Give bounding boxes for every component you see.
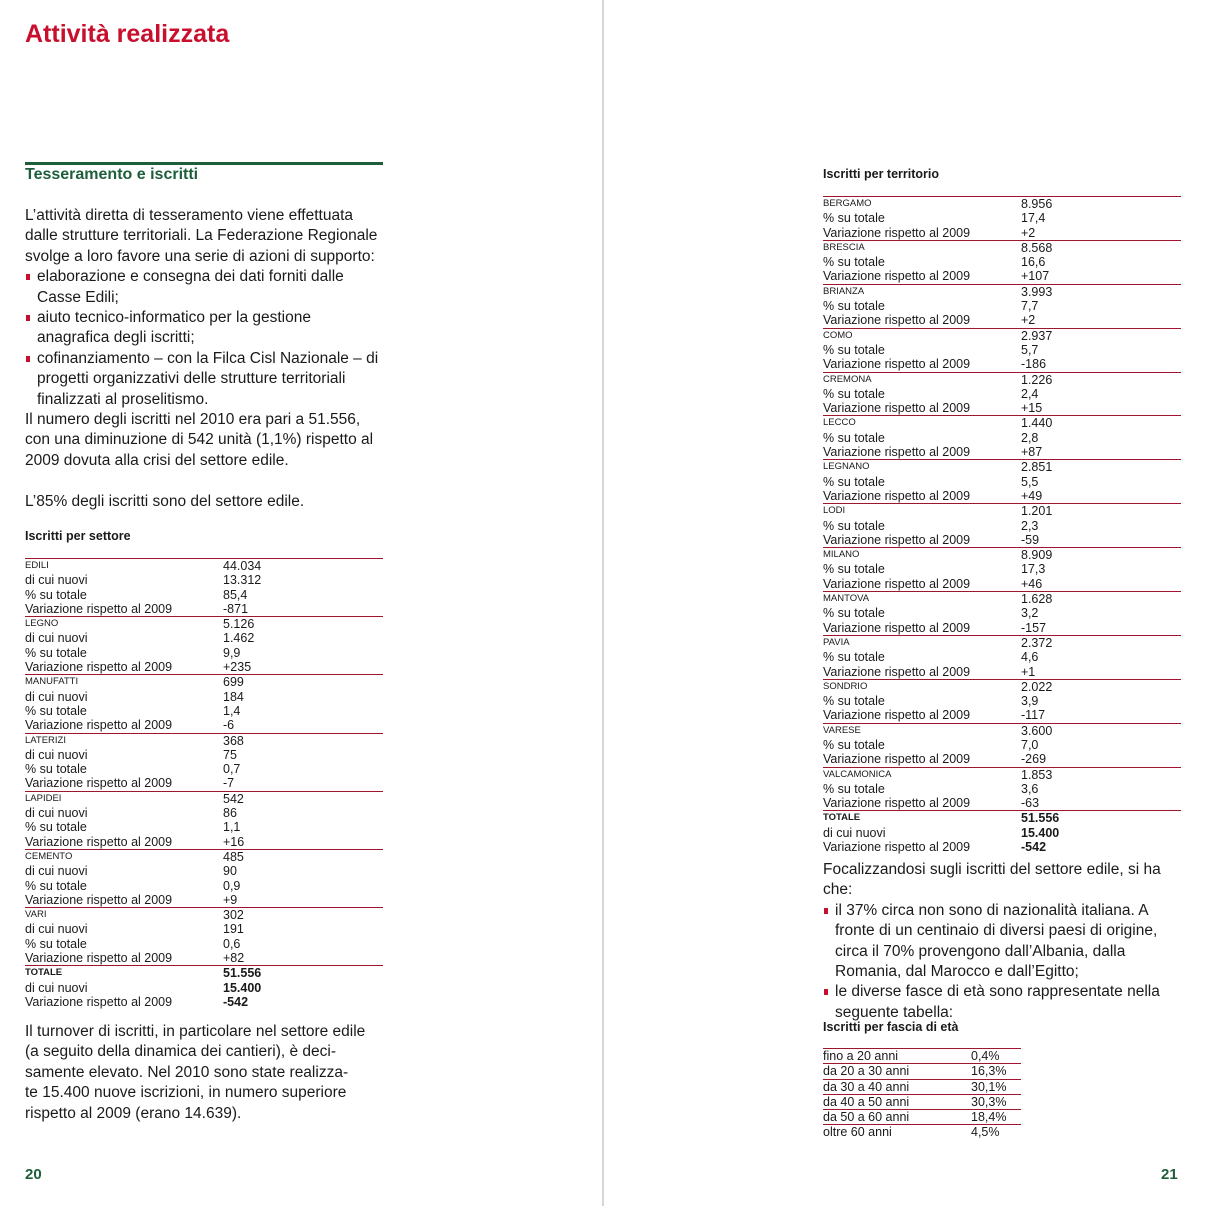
territorio-pct-row (823, 650, 1181, 664)
territorio-var-row-value: +2 (1021, 313, 1036, 328)
territorio-totale-row-label: TOTALE (823, 812, 861, 824)
settore-var-row-label: Variazione rispetto al 2009 (25, 718, 173, 733)
territorio-name-row-value: 2.022 (1021, 679, 1053, 694)
territorio-var-row-label: Variazione rispetto al 2009 (823, 357, 971, 372)
territorio-pct-row-label: % su totale (823, 562, 885, 577)
settore-var-row (25, 835, 383, 850)
territorio-name-row-value: 3.600 (1021, 723, 1053, 738)
territorio-pct-row-value: 7,0 (1021, 737, 1039, 752)
focus-intro: Focalizzandosi sugli iscritti del settore edile, si ha che: (823, 861, 1161, 899)
territorio-var-row (823, 577, 1181, 592)
eta-row-label: da 40 a 50 anni (823, 1094, 910, 1109)
territorio-pct-row (823, 606, 1181, 620)
settore-nuovi-row (25, 573, 383, 587)
settore-name-row (25, 559, 383, 573)
turnover-line: te 15.400 nuove iscrizioni, in numero superiore (25, 1084, 347, 1102)
settore-pct-row-label: % su totale (25, 820, 87, 835)
settore-nuovi-row-label: di cui nuovi (25, 573, 88, 588)
settore-var-row-label: Variazione rispetto al 2009 (25, 660, 173, 675)
territorio-pct-row-value: 17,3 (1021, 562, 1046, 577)
settore-name-row-label: LEGNO (25, 618, 59, 630)
settore-table (25, 558, 383, 1009)
territorio-name-row-value: 8.909 (1021, 548, 1053, 563)
settore-pct-row (25, 762, 383, 776)
territorio-var-row (823, 533, 1181, 548)
settore-var-row (25, 951, 383, 966)
settore-var-row (25, 660, 383, 675)
settore-pct-row-label: % su totale (25, 936, 87, 951)
territorio-totale-row-value: 51.556 (1021, 811, 1060, 826)
territorio-pct-row-label: % su totale (823, 781, 885, 796)
eta-row-label: fino a 20 anni (823, 1049, 899, 1063)
territorio-pct-row (823, 782, 1181, 796)
territorio-name-row-label: PAVIA (823, 636, 850, 648)
territorio-pct-row-value: 2,4 (1021, 386, 1039, 401)
territorio-name-row-value: 1.201 (1021, 504, 1053, 519)
territorio-name-row-value: 1.440 (1021, 416, 1053, 431)
settore-nuovi-row-label: di cui nuovi (25, 631, 88, 646)
settore-name-row-label: CEMENTO (25, 850, 73, 862)
territorio-var-row-value: +87 (1021, 445, 1043, 460)
settore-pct-row-value: 0,9 (223, 878, 241, 893)
settore-var-row-label: Variazione rispetto al 2009 (25, 601, 173, 616)
settore-var-row-label: Variazione rispetto al 2009 (25, 892, 173, 907)
settore-nuovi-row (25, 806, 383, 820)
eta-table (823, 1048, 1021, 1140)
territorio-pct-row-value: 3,6 (1021, 781, 1039, 796)
territorio-pct-row (823, 431, 1181, 445)
settore-totale-nuovi-row-value: 15.400 (223, 980, 262, 995)
territorio-name-row-value: 1.226 (1021, 372, 1053, 387)
territorio-pct-row (823, 475, 1181, 489)
settore-pct-row-value: 1,1 (223, 820, 241, 835)
territorio-name-row-label: VALCAMONICA (823, 768, 892, 780)
territorio-var-row-label: Variazione rispetto al 2009 (823, 576, 971, 591)
eta-row-label: oltre 60 anni (823, 1125, 892, 1140)
territorio-pct-row-label: % su totale (823, 386, 885, 401)
eta-row-label: da 30 a 40 anni (823, 1079, 910, 1094)
focus-bullet: il 37% circa non sono di nazionalità italiana. A fronte di un centinaio di diversi paesi di origine, circa il 70% provengono dall’Albania, dalla Romania, dal Marocco e dall’Egitto; (823, 901, 1188, 983)
territorio-var-row-label: Variazione rispetto al 2009 (823, 269, 971, 284)
settore-var-row-label: Variazione rispetto al 2009 (25, 776, 173, 791)
territorio-var-row-value: +2 (1021, 225, 1036, 240)
settore-pct-row (25, 646, 383, 660)
territorio-name-row-value: 3.993 (1021, 284, 1053, 299)
settore-pct-row (25, 879, 383, 893)
eta-row (823, 1125, 1021, 1139)
settore-nuovi-row (25, 864, 383, 878)
territorio-name-row (823, 197, 1181, 211)
territorio-name-row-label: BERGAMO (823, 198, 872, 209)
territorio-pct-row-value: 17,4 (1021, 211, 1046, 226)
territorio-pct-row-label: % su totale (823, 606, 885, 621)
territorio-name-row-label: MILANO (823, 549, 860, 561)
territorio-name-row (823, 724, 1181, 738)
territorio-var-row (823, 357, 1181, 372)
settore-pct-row-label: % su totale (25, 703, 87, 718)
territorio-name-row (823, 548, 1181, 562)
territorio-pct-row (823, 299, 1181, 313)
eta-row-value: 0,4% (971, 1049, 1000, 1063)
settore-nuovi-row-label: di cui nuovi (25, 922, 88, 937)
settore-var-row-value: +235 (223, 660, 252, 675)
territorio-totale-nuovi-row (823, 826, 1181, 840)
territorio-name-row (823, 329, 1181, 343)
settore-totale-var-row-label: Variazione rispetto al 2009 (25, 994, 173, 1009)
territorio-var-row-label: Variazione rispetto al 2009 (823, 796, 971, 811)
territorio-pct-row-value: 2,8 (1021, 430, 1039, 445)
territorio-var-row-value: +46 (1021, 576, 1043, 591)
territorio-name-row-value: 2.851 (1021, 460, 1053, 475)
territorio-var-row-value: -157 (1021, 620, 1047, 635)
territorio-totale-nuovi-row-label: di cui nuovi (823, 825, 886, 840)
page-title: Attività realizzata (25, 20, 230, 48)
territorio-name-row-label: LEGNANO (823, 461, 870, 473)
section-rule (25, 162, 383, 165)
turnover-line: Il turnover di iscritti, in particolare nel settore edile (25, 1023, 366, 1040)
settore-name-row-label: LATERIZI (25, 734, 66, 746)
page-number-left: 20 (25, 1166, 42, 1183)
settore-pct-row (25, 704, 383, 718)
settore-nuovi-row (25, 690, 383, 704)
settore-nuovi-row-label: di cui nuovi (25, 864, 88, 879)
territorio-pct-row-value: 16,6 (1021, 255, 1046, 270)
settore-pct-row-label: % su totale (25, 762, 87, 777)
territorio-var-row-label: Variazione rispetto al 2009 (823, 532, 971, 547)
settore-nuovi-row-label: di cui nuovi (25, 806, 88, 821)
settore-totale-row-label: TOTALE (25, 967, 63, 979)
territorio-name-row-value: 1.853 (1021, 767, 1053, 782)
eta-row-value: 4,5% (971, 1125, 1000, 1140)
territorio-name-row-label: CREMONA (823, 373, 872, 385)
settore-var-row-value: +9 (223, 892, 238, 907)
focus-bullet-list (823, 901, 1188, 1023)
territorio-pct-row-value: 7,7 (1021, 299, 1039, 314)
eta-row (823, 1110, 1021, 1125)
settore-var-row-value: +16 (223, 834, 245, 849)
settore-var-row (25, 602, 383, 617)
settore-totale-nuovi-row (25, 981, 383, 995)
intro-text (25, 206, 385, 512)
territorio-name-row-label: SONDRIO (823, 680, 868, 692)
territorio-pct-row-label: % su totale (823, 299, 885, 314)
eta-row-value: 18,4% (971, 1110, 1007, 1125)
territorio-pct-row-label: % su totale (823, 737, 885, 752)
settore-name-row (25, 850, 383, 864)
territorio-name-row (823, 504, 1181, 518)
turnover-line: samente elevato. Nel 2010 sono state realizza- (25, 1063, 349, 1081)
territorio-pct-row-label: % su totale (823, 650, 885, 665)
territorio-name-row-label: LECCO (823, 417, 856, 429)
settore-totale-var-row (25, 995, 383, 1009)
territorio-pct-row (823, 343, 1181, 357)
territorio-var-row (823, 401, 1181, 416)
territorio-name-row-label: LODI (823, 505, 846, 517)
focus-bullet: le diverse fasce di età sono rappresentate nella seguente tabella: (823, 982, 1188, 1023)
territorio-name-row-label: COMO (823, 329, 853, 341)
territorio-pct-row-value: 4,6 (1021, 650, 1039, 665)
territorio-name-row-label: VARESE (823, 724, 861, 736)
right-page (604, 0, 1206, 1206)
settore-pct-row-label: % su totale (25, 587, 87, 602)
turnover-text (25, 1022, 385, 1124)
eta-table-title: Iscritti per fascia di età (823, 1020, 959, 1034)
settore-nuovi-row-value: 86 (223, 806, 237, 821)
territorio-pct-row-label: % su totale (823, 342, 885, 357)
eta-row (823, 1080, 1021, 1095)
settore-name-row (25, 617, 383, 631)
settore-pct-row-value: 1,4 (223, 703, 241, 718)
territorio-name-row (823, 592, 1181, 606)
territorio-var-row (823, 489, 1181, 504)
territorio-name-row (823, 373, 1181, 387)
settore-var-row (25, 776, 383, 791)
territorio-var-row-value: +1 (1021, 664, 1036, 679)
territorio-var-row-value: +49 (1021, 488, 1043, 503)
settore-pct-row (25, 820, 383, 834)
territorio-pct-row (823, 694, 1181, 708)
settore-nuovi-row-value: 90 (223, 864, 237, 879)
settore-totale-row (25, 966, 383, 980)
territorio-totale-var-row-value: -542 (1021, 840, 1047, 855)
settore-var-row-value: -871 (223, 601, 249, 616)
intro-bullet: aiuto tecnico-informatico per la gestione anagrafica degli iscritti; (25, 308, 385, 349)
territorio-pct-row-value: 3,9 (1021, 694, 1039, 709)
settore-name-row-label: LAPIDEI (25, 792, 62, 804)
eta-row-label: da 20 a 30 anni (823, 1064, 910, 1079)
settore-pct-row-label: % su totale (25, 878, 87, 893)
territorio-totale-nuovi-row-value: 15.400 (1021, 825, 1060, 840)
territorio-pct-row (823, 562, 1181, 576)
eta-row (823, 1095, 1021, 1110)
territorio-name-row-value: 8.568 (1021, 240, 1053, 255)
settore-table-title: Iscritti per settore (25, 529, 131, 543)
eta-row (823, 1049, 1021, 1064)
territorio-var-row-value: -269 (1021, 752, 1047, 767)
territorio-var-row-value: -186 (1021, 357, 1047, 372)
territorio-name-row (823, 636, 1181, 650)
territorio-name-row (823, 768, 1181, 782)
territorio-var-row-label: Variazione rispetto al 2009 (823, 313, 971, 328)
settore-var-row-value: -6 (223, 718, 235, 733)
territorio-table (823, 196, 1181, 854)
territorio-var-row (823, 269, 1181, 284)
territorio-var-row-value: -117 (1021, 708, 1046, 723)
settore-nuovi-row-label: di cui nuovi (25, 747, 88, 762)
territorio-var-row-label: Variazione rispetto al 2009 (823, 620, 971, 635)
section-heading: Tesseramento e iscritti (25, 166, 199, 183)
settore-var-row-value: +82 (223, 951, 245, 966)
territorio-pct-row (823, 211, 1181, 225)
settore-var-row-label: Variazione rispetto al 2009 (25, 834, 173, 849)
territorio-pct-row (823, 738, 1181, 752)
territorio-var-row (823, 226, 1181, 241)
settore-nuovi-row (25, 631, 383, 645)
territorio-totale-row (823, 811, 1181, 825)
settore-var-row-value: -7 (223, 776, 235, 791)
settore-pct-row-value: 0,6 (223, 936, 241, 951)
settore-nuovi-row (25, 748, 383, 762)
page-number-right: 21 (1161, 1166, 1178, 1183)
settore-name-row-value: 44.034 (223, 559, 262, 573)
territorio-var-row (823, 313, 1181, 328)
territorio-pct-row-label: % su totale (823, 518, 885, 533)
settore-nuovi-row (25, 922, 383, 936)
settore-nuovi-row-value: 13.312 (223, 573, 262, 588)
settore-var-row (25, 718, 383, 733)
settore-totale-nuovi-row-label: di cui nuovi (25, 980, 88, 995)
territorio-pct-row-value: 2,3 (1021, 518, 1039, 533)
territorio-pct-row-value: 5,5 (1021, 474, 1039, 489)
territorio-pct-row-label: % su totale (823, 474, 885, 489)
territorio-var-row-label: Variazione rispetto al 2009 (823, 488, 971, 503)
territorio-pct-row-label: % su totale (823, 430, 885, 445)
left-page (0, 0, 602, 1206)
territorio-var-row (823, 665, 1181, 680)
territorio-name-row (823, 680, 1181, 694)
intro-bullet: elaborazione e consegna dei dati forniti dalle Casse Edili; (25, 267, 385, 308)
territorio-totale-var-row (823, 840, 1181, 854)
territorio-pct-row (823, 387, 1181, 401)
territorio-var-row (823, 752, 1181, 767)
eta-row-value: 16,3% (971, 1064, 1007, 1079)
territorio-var-row-label: Variazione rispetto al 2009 (823, 708, 971, 723)
settore-totale-row-value: 51.556 (223, 966, 262, 981)
territorio-var-row-label: Variazione rispetto al 2009 (823, 401, 971, 416)
settore-name-row-value: 5.126 (223, 617, 255, 632)
territorio-var-row-value: +107 (1021, 269, 1050, 284)
territorio-var-row-label: Variazione rispetto al 2009 (823, 752, 971, 767)
territorio-name-row (823, 241, 1181, 255)
territorio-pct-row-value: 3,2 (1021, 606, 1039, 621)
territorio-pct-row (823, 519, 1181, 533)
territorio-var-row (823, 708, 1181, 723)
settore-nuovi-row-value: 191 (223, 922, 244, 937)
settore-name-row-value: 485 (223, 849, 244, 864)
territorio-pct-row (823, 255, 1181, 269)
settore-name-row-label: VARI (25, 909, 47, 921)
territorio-pct-row-value: 5,7 (1021, 342, 1039, 357)
settore-nuovi-row-value: 184 (223, 689, 244, 704)
settore-nuovi-row-label: di cui nuovi (25, 689, 88, 704)
settore-pct-row-label: % su totale (25, 645, 87, 660)
intro-bullet: cofinanziamento – con la Filca Cisl Nazionale – di progetti organizzativi delle strutture territoriali finalizzati al proselitismo. (25, 349, 385, 410)
settore-name-row-value: 368 (223, 733, 244, 748)
eta-row (823, 1064, 1021, 1079)
territorio-name-row-label: BRESCIA (823, 241, 865, 253)
settore-name-row-label: EDILI (25, 560, 49, 571)
territorio-name-row-label: MANTOVA (823, 593, 870, 605)
territorio-var-row (823, 621, 1181, 636)
territorio-var-row (823, 796, 1181, 811)
settore-name-row (25, 734, 383, 748)
settore-var-row (25, 893, 383, 908)
territorio-pct-row-label: % su totale (823, 694, 885, 709)
territorio-var-row (823, 445, 1181, 460)
settore-nuovi-row-value: 1.462 (223, 631, 255, 646)
territorio-name-row-value: 2.937 (1021, 328, 1053, 343)
territorio-var-row-value: -63 (1021, 796, 1040, 811)
settore-nuovi-row-value: 75 (223, 747, 237, 762)
territorio-var-row-label: Variazione rispetto al 2009 (823, 225, 971, 240)
settore-name-row-label: MANUFATTI (25, 676, 79, 688)
settore-pct-row-value: 9,9 (223, 645, 241, 660)
settore-name-row (25, 675, 383, 689)
territorio-pct-row-label: % su totale (823, 211, 885, 226)
territorio-name-row-value: 2.372 (1021, 635, 1053, 650)
eta-row-value: 30,3% (971, 1094, 1007, 1109)
turnover-line: (a seguito della dinamica dei cantieri), è deci- (25, 1043, 337, 1061)
territorio-name-row (823, 416, 1181, 430)
territorio-name-row (823, 285, 1181, 299)
settore-name-row (25, 792, 383, 806)
settore-pct-row-value: 85,4 (223, 587, 248, 602)
turnover-line: rispetto al 2009 (erano 14.639). (25, 1104, 242, 1122)
territorio-pct-row-label: % su totale (823, 255, 885, 270)
territorio-table-title: Iscritti per territorio (823, 167, 939, 181)
eta-row-value: 30,1% (971, 1079, 1007, 1094)
iscritti-paragraph: Il numero degli iscritti nel 2010 era pari a 51.556, con una diminuzione di 542 unità (1,1%) rispetto al 2009 dovuta alla crisi del settore edile. (25, 411, 374, 469)
territorio-totale-var-row-label: Variazione rispetto al 2009 (823, 840, 971, 855)
intro-paragraph: L’attività diretta di tesseramento viene effettuata dalle strutture territoriali. La Federazione Regionale svolge a loro favore una serie di azioni di supporto: (25, 207, 378, 265)
territorio-var-row-label: Variazione rispetto al 2009 (823, 445, 971, 460)
focus-text (823, 860, 1188, 1023)
territorio-var-row-value: -59 (1021, 532, 1040, 547)
settore-pct-row (25, 937, 383, 951)
settore-name-row-value: 542 (223, 791, 244, 806)
settore-name-row-value: 699 (223, 675, 244, 690)
territorio-name-row-value: 1.628 (1021, 592, 1053, 607)
edile-paragraph: L’85% degli iscritti sono del settore edile. (25, 492, 305, 510)
settore-totale-var-row-value: -542 (223, 994, 249, 1009)
settore-var-row-label: Variazione rispetto al 2009 (25, 951, 173, 966)
intro-bullet-list (25, 267, 385, 410)
settore-name-row-value: 302 (223, 908, 244, 923)
territorio-var-row-label: Variazione rispetto al 2009 (823, 664, 971, 679)
territorio-name-row-value: 8.956 (1021, 197, 1053, 211)
settore-pct-row (25, 588, 383, 602)
territorio-name-row (823, 460, 1181, 474)
territorio-name-row-label: BRIANZA (823, 285, 865, 297)
settore-pct-row-value: 0,7 (223, 762, 241, 777)
territorio-var-row-value: +15 (1021, 401, 1043, 416)
eta-row-label: da 50 a 60 anni (823, 1110, 910, 1125)
settore-name-row (25, 908, 383, 922)
